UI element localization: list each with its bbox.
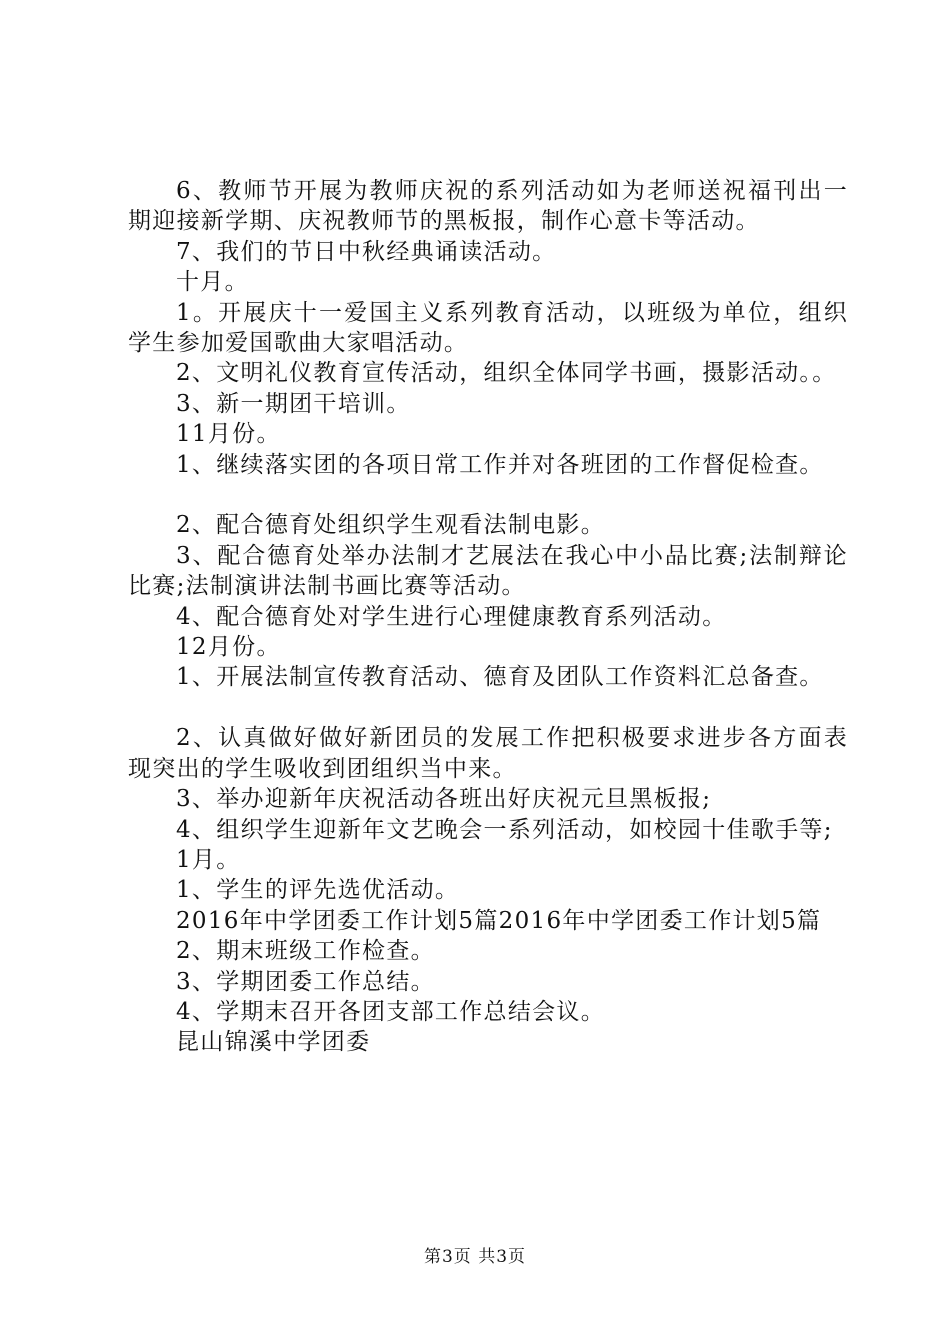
paragraph-november-2: 2、配合德育处组织学生观看法制电影。: [176, 512, 606, 539]
paragraph-december-4: 4、组织学生迎新年文艺晚会一系列活动，如校园十佳歌手等;: [176, 816, 833, 843]
paragraph-october-3: 3、新一期团干培训。: [176, 390, 411, 417]
paragraph-december-1: 1、开展法制宣传教育活动、德育及团队工作资料汇总备查。: [176, 664, 824, 691]
paragraph-january-4: 4、学期末召开各团支部工作总结会议。: [176, 998, 606, 1025]
paragraph-item-7: 7、我们的节日中秋经典诵读活动。: [176, 238, 557, 265]
signature-organization: 昆山锦溪中学团委: [176, 1029, 371, 1056]
paragraph-october-1: 1。开展庆十一爱国主义系列教育活动，以班级为单位，组织学生参加爱国歌曲大家唱活动。: [128, 299, 848, 357]
month-heading-january: 1月。: [176, 846, 241, 873]
paragraph-gap: [128, 480, 848, 510]
paragraph-november-3: 3、配合德育处举办法制才艺展法在我心中小品比赛;法制辩论比赛;法制演讲法制书画比赛等活动。: [128, 542, 848, 600]
paragraph-december-3: 3、举办迎新年庆祝活动各班出好庆祝元旦黑板报;: [176, 786, 712, 813]
paragraph-october-2: 2、文明礼仪教育宣传活动，组织全体同学书画，摄影活动。。: [176, 360, 837, 387]
month-heading-november: 11月份。: [176, 421, 281, 448]
paragraph-january-1: 1、学生的评先选优活动。: [176, 877, 460, 904]
paragraph-january-2: 2、期末班级工作检查。: [176, 938, 435, 965]
paragraph-item-6: 6、教师节开展为教师庆祝的系列活动如为老师送祝福刊出一期迎接新学期、庆祝教师节的黑板报，制作心意卡等活动。: [128, 178, 848, 235]
inserted-title-line: 2016年中学团委工作计划5篇2016年中学团委工作计划5篇: [176, 907, 822, 934]
paragraph-november-1: 1、继续落实团的各项日常工作并对各班团的工作督促检查。: [176, 451, 824, 478]
month-heading-october: 十月。: [176, 269, 249, 296]
paragraph-january-3: 3、学期团委工作总结。: [176, 968, 435, 995]
document-body: [128, 176, 848, 1058]
paragraph-december-2: 2、认真做好做好新团员的发展工作把积极要求进步各方面表现突出的学生吸收到团组织当中来。: [128, 725, 848, 782]
month-heading-december: 12月份。: [176, 634, 281, 661]
paragraph-november-4: 4、配合德育处对学生进行心理健康教育系列活动。: [176, 603, 727, 630]
page-number-footer: 第3页 共3页: [423, 1247, 527, 1267]
paragraph-gap: [128, 693, 848, 723]
